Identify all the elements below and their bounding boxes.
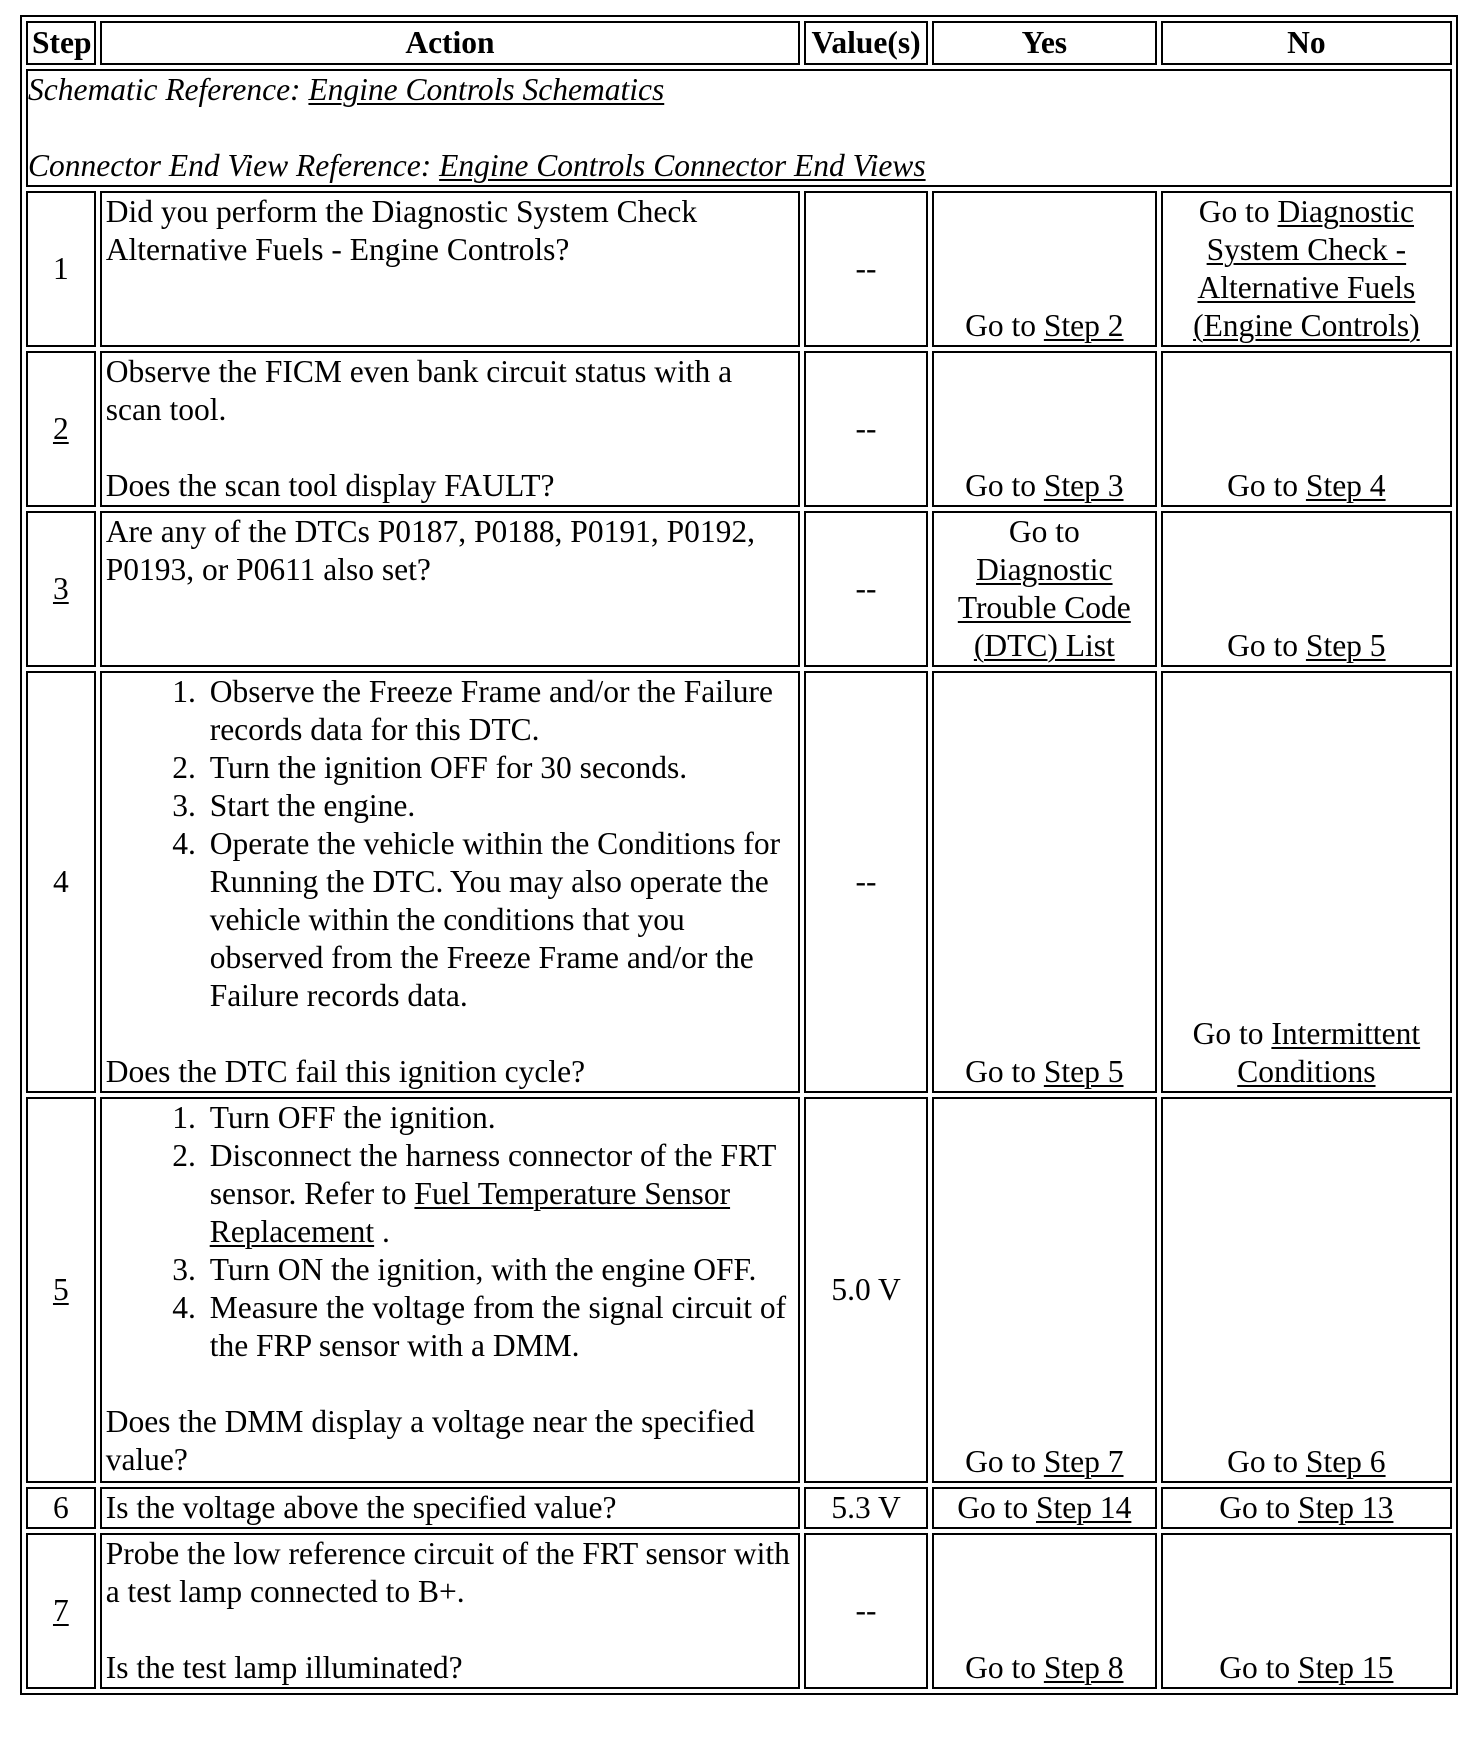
yes-prefix: Go to [965, 468, 1036, 503]
value-cell: -- [804, 671, 928, 1093]
no-cell [1161, 1097, 1452, 1483]
value-cell: 5.0 V [804, 1097, 928, 1483]
step-number-cell [26, 1533, 96, 1689]
reference-cell [26, 69, 1452, 187]
step-number-link[interactable]: 7 [52, 1593, 69, 1628]
table-row [26, 351, 1452, 507]
fuel-temperature-sensor-replacement-link[interactable]: Fuel Temperature Sensor Replacement [209, 1176, 731, 1249]
yes-link[interactable]: Step 14 [1035, 1490, 1132, 1525]
yes-link[interactable]: Step 7 [1043, 1444, 1124, 1479]
yes-prefix: Go to [965, 1054, 1036, 1089]
list-item: 1. Observe the Freeze Frame and/or the Failure records data for this DTC. [204, 673, 795, 749]
yes-prefix: Go to [965, 1650, 1036, 1685]
no-link[interactable]: Intermittent Conditions [1237, 1016, 1421, 1089]
no-link[interactable]: Step 15 [1298, 1650, 1394, 1685]
list-item: 4. Operate the vehicle within the Conditions for Running the DTC. You may also operate the vehicle within the conditions that you observed from the Freeze Frame and/or the Failure records data. [204, 825, 795, 1015]
no-prefix: Go to [1227, 628, 1299, 663]
no-cell [1161, 671, 1452, 1093]
no-cell [1161, 511, 1452, 667]
yes-link[interactable]: Step 2 [1043, 308, 1124, 343]
list-item-end: . [382, 1214, 390, 1249]
action-cell: Did you perform the Diagnostic System Check Alternative Fuels - Engine Controls? [100, 191, 801, 347]
no-cell [1161, 1487, 1452, 1529]
no-prefix: Go to [1227, 1444, 1299, 1479]
action-text: Observe the FICM even bank circuit status with a scan tool. [105, 354, 733, 427]
yes-cell [932, 351, 1157, 507]
value-cell: -- [804, 191, 928, 347]
header-no: No [1161, 21, 1452, 65]
table-row [26, 1533, 1452, 1689]
list-item: 4. Measure the voltage from the signal circuit of the FRP sensor with a DMM. [204, 1289, 795, 1365]
yes-cell [932, 671, 1157, 1093]
no-cell [1161, 351, 1452, 507]
yes-prefix: Go to [965, 1444, 1036, 1479]
header-yes: Yes [932, 21, 1157, 65]
action-cell [100, 1533, 801, 1689]
step-number-link[interactable]: 3 [52, 571, 69, 606]
no-prefix: Go to [1227, 468, 1299, 503]
yes-cell [932, 191, 1157, 347]
header-values: Value(s) [804, 21, 928, 65]
step-number-link[interactable]: 2 [52, 411, 69, 446]
action-question: Does the DTC fail this ignition cycle? [105, 1054, 586, 1089]
table-row [26, 1097, 1452, 1483]
reference-row [26, 69, 1452, 187]
step-number: 4 [26, 671, 96, 1093]
table-row [26, 191, 1452, 347]
page [20, 15, 1458, 1695]
action-cell: Are any of the DTCs P0187, P0188, P0191, P0192, P0193, or P0611 also set? [100, 511, 801, 667]
no-link[interactable]: Step 6 [1305, 1444, 1386, 1479]
value-cell: -- [804, 511, 928, 667]
step-number-cell [26, 351, 96, 507]
yes-prefix: Go to [1008, 514, 1080, 549]
no-link[interactable]: Step 13 [1298, 1490, 1394, 1525]
no-prefix: Go to [1219, 1490, 1291, 1525]
step-number: 1 [26, 191, 96, 347]
no-cell [1161, 1533, 1452, 1689]
yes-prefix: Go to [957, 1490, 1029, 1525]
no-prefix: Go to [1219, 1650, 1291, 1685]
step-number-link[interactable]: 5 [52, 1272, 69, 1307]
connector-reference-label: Connector End View Reference: [28, 148, 432, 183]
action-cell [100, 351, 801, 507]
action-cell [100, 1097, 801, 1483]
schematic-reference-label: Schematic Reference: [28, 72, 301, 107]
table-row [26, 511, 1452, 667]
yes-link[interactable]: Step 3 [1043, 468, 1124, 503]
action-steps-list [106, 1099, 795, 1365]
header-row [26, 21, 1452, 65]
value-cell: -- [804, 351, 928, 507]
no-link[interactable]: Step 5 [1305, 628, 1386, 663]
step-number-cell [26, 511, 96, 667]
list-item [204, 1137, 795, 1251]
table-row [26, 1487, 1452, 1529]
no-prefix: Go to [1192, 1016, 1264, 1051]
action-question: Does the scan tool display FAULT? [105, 468, 555, 503]
diagnostic-table [20, 15, 1458, 1695]
yes-cell [932, 511, 1157, 667]
list-item: 3. Start the engine. [204, 787, 795, 825]
yes-cell [932, 1097, 1157, 1483]
step-number: 6 [26, 1487, 96, 1529]
yes-link[interactable]: Step 5 [1043, 1054, 1124, 1089]
list-item: 2. Turn the ignition OFF for 30 seconds. [204, 749, 795, 787]
connector-reference-link[interactable]: Engine Controls Connector End Views [439, 148, 926, 183]
action-question: Does the DMM display a voltage near the specified value? [105, 1404, 755, 1477]
value-cell: -- [804, 1533, 928, 1689]
no-prefix: Go to [1198, 194, 1270, 229]
yes-prefix: Go to [965, 308, 1036, 343]
yes-cell [932, 1533, 1157, 1689]
yes-link[interactable]: Diagnostic Trouble Code (DTC) List [957, 552, 1131, 663]
table-row [26, 671, 1452, 1093]
no-link[interactable]: Diagnostic System Check - Alternative Fuels (Engine Controls) [1193, 194, 1420, 343]
no-cell [1161, 191, 1452, 347]
yes-cell [932, 1487, 1157, 1529]
schematic-reference-link[interactable]: Engine Controls Schematics [308, 72, 665, 107]
list-item: 3. Turn ON the ignition, with the engine OFF. [204, 1251, 795, 1289]
action-steps-list [106, 673, 795, 1015]
action-cell [100, 671, 801, 1093]
list-item-text: Disconnect the harness connector of the FRT sensor. Refer to [209, 1138, 776, 1211]
list-item: 1. Turn OFF the ignition. [204, 1099, 795, 1137]
action-text: Probe the low reference circuit of the FRT sensor with a test lamp connected to B+. [105, 1536, 790, 1609]
action-question: Is the test lamp illuminated? [105, 1650, 463, 1685]
action-cell: Is the voltage above the specified value? [100, 1487, 801, 1529]
step-number-cell [26, 1097, 96, 1483]
header-action: Action [100, 21, 801, 65]
header-step: Step [26, 21, 96, 65]
value-cell: 5.3 V [804, 1487, 928, 1529]
no-link[interactable]: Step 4 [1305, 468, 1386, 503]
yes-link[interactable]: Step 8 [1043, 1650, 1124, 1685]
